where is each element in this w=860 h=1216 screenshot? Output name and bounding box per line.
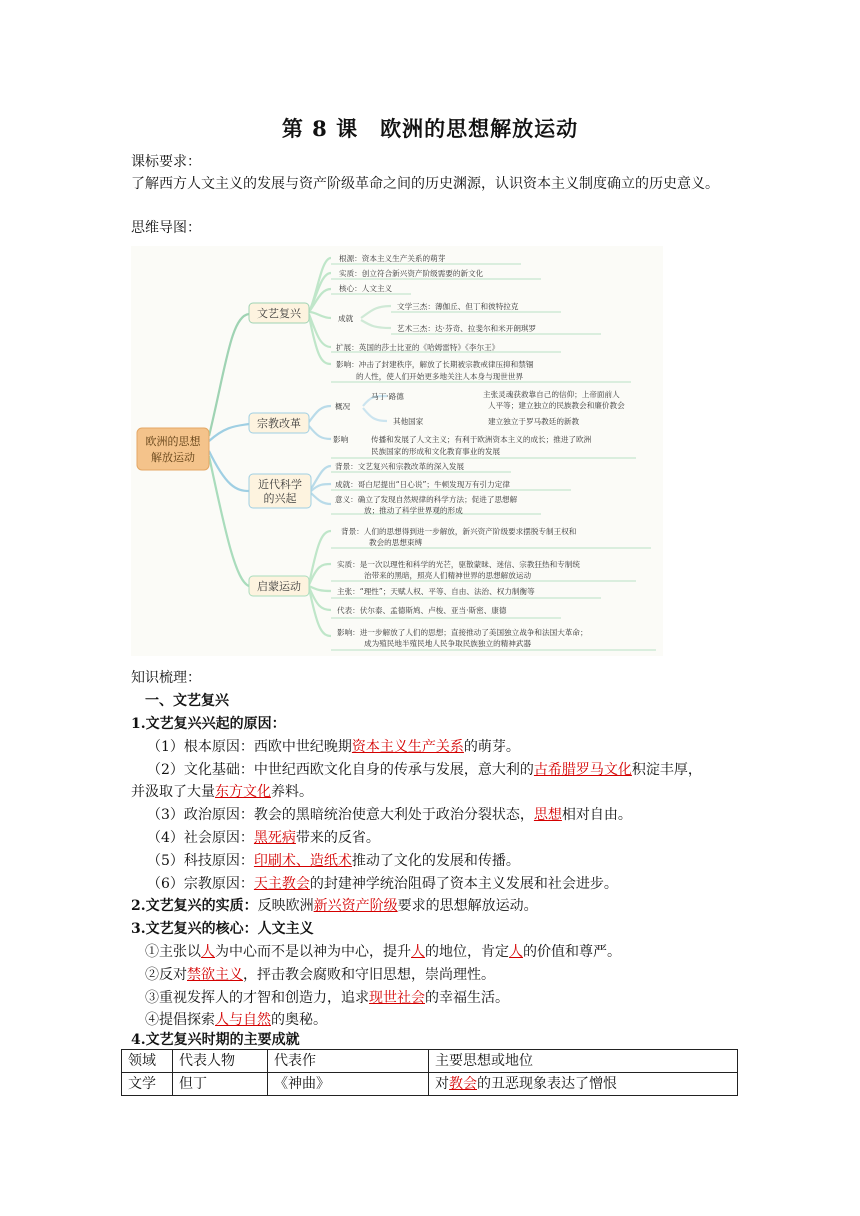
cause-1-end: 的萌芽。 — [463, 739, 520, 755]
mm-item: 主张灵魂获救靠自己的信仰；上帝面前人 — [483, 390, 620, 399]
mm-item: 马丁·路德 — [371, 392, 404, 401]
heading-achievements: 4.文艺复兴时期的主要成就 — [131, 1032, 300, 1048]
mind-map — [131, 246, 663, 656]
cause-4 — [147, 827, 380, 849]
core-3-b: 现世社会 — [369, 990, 425, 1006]
mm-item: 背景：文艺复兴和宗教改革的深入发展 — [335, 462, 465, 471]
curriculum-text: 了解西方人文主义的发展与资产阶级革命之间的历史渊源，认识资本主义制度确立的历史意义。 — [131, 176, 719, 192]
cause-5-end: 推动了文化的发展和传播。 — [351, 853, 520, 869]
essence-text: 反映欧洲 — [257, 898, 314, 914]
branch-science-line1: 近代科学 — [258, 478, 302, 491]
core-2-c: ，抨击教会腐败和守旧思想，崇尚理性。 — [243, 967, 495, 983]
mm-item: 实质：创立符合新兴资产阶级需要的新文化 — [339, 269, 484, 278]
table-cell — [429, 1073, 738, 1096]
mindmap-root-line2: 解放运动 — [151, 451, 195, 464]
core-1-b: 人 — [201, 944, 215, 960]
mm-item: 影响：进一步解放了人们的思想；直接推动了美国独立战争和法国大革命； — [337, 628, 588, 637]
mindmap-label: 思维导图： — [131, 220, 201, 236]
cause-1 — [147, 736, 520, 758]
mm-item: 成就 — [338, 314, 354, 323]
cause-5 — [147, 850, 520, 872]
core-3-a: ③重视发挥人的才智和创造力，追求 — [145, 990, 369, 1006]
mm-item: 的人性，使人们开始更多地关注人本身与现世世界 — [356, 372, 524, 381]
mm-item: 实质：是一次以理性和科学的光芒，驱散蒙昧、迷信、宗教狂热和专制统 — [337, 560, 580, 569]
table-header: 代表作 — [268, 1050, 429, 1073]
table-row — [122, 1073, 738, 1096]
table-header-row — [122, 1050, 738, 1073]
cause-4-end: 带来的反省。 — [295, 830, 380, 846]
core-2-b: 禁欲主义 — [187, 967, 243, 983]
table-header: 领域 — [122, 1050, 173, 1073]
mm-item: 传播和发展了人文主义；有利于欧洲资本主义的成长；推进了欧洲 — [371, 435, 592, 444]
cause-5-answer: 印刷术、造纸术 — [253, 853, 352, 869]
core-2-a: ②反对 — [145, 967, 187, 983]
mm-item: 艺术三杰：达·芬奇、拉斐尔和米开朗琪罗 — [397, 324, 537, 333]
core-1-e: 的地位，肯定 — [425, 944, 509, 960]
mm-item: 代表：伏尔泰、孟德斯鸠、卢梭、亚当·斯密、康德 — [337, 606, 507, 615]
mm-item: 扩展：英国的莎士比亚的《哈姆雷特》《李尔王》 — [336, 343, 500, 352]
mm-item: 成为殖民地半殖民地人民争取民族独立的精神武器 — [364, 639, 532, 648]
mm-item: 人平等；建立独立的民族教会和廉价教会 — [488, 401, 625, 410]
mm-item: 教会的思想束缚 — [369, 538, 423, 547]
cause-1-answer: 资本主义生产关系 — [351, 739, 464, 755]
core-4-c: 的奥秘。 — [271, 1012, 327, 1028]
core-1-a: ①主张以 — [145, 944, 201, 960]
mm-item: 影响 — [333, 435, 349, 444]
cause-1-text: （1）根本原因：西欧中世纪晚期 — [147, 739, 352, 755]
cause-2-cont — [131, 781, 313, 803]
essence-end: 要求的思想解放运动。 — [397, 898, 538, 914]
cause-6-answer: 天主教会 — [253, 876, 310, 892]
cause-3-answer: 思想 — [533, 807, 562, 823]
core-1-f: 人 — [509, 944, 523, 960]
table-header: 主要思想或地位 — [429, 1050, 738, 1073]
cause-2-cont-text: 并汲取了大量 — [131, 784, 215, 800]
cause-2-text: （2）文化基础：中世纪西欧文化自身的传承与发展，意大利的 — [147, 762, 534, 778]
mm-item: 民族国家的形成和文化教育事业的发展 — [371, 447, 501, 456]
core-4 — [145, 1009, 327, 1031]
branch-science-line2: 的兴起 — [263, 492, 297, 505]
mm-item: 治带来的黑暗，照亮人们精神世界的思想解放运动 — [364, 571, 532, 580]
branch-reformation: 宗教改革 — [257, 417, 301, 430]
cause-3-end: 相对自由。 — [561, 807, 632, 823]
core-1-d: 人 — [411, 944, 425, 960]
cause-2-answer: 古希腊罗马文化 — [533, 762, 632, 778]
idea-b: 教会 — [449, 1076, 477, 1092]
idea-c: 的丑恶现象表达了憎恨 — [477, 1076, 617, 1092]
mm-item: 概况 — [335, 402, 351, 411]
mm-item: 影响：冲击了封建秩序，解放了长期被宗教戒律压抑和禁锢 — [336, 360, 534, 369]
branch-enlightenment: 启蒙运动 — [257, 580, 301, 593]
core-3 — [145, 987, 509, 1009]
essence-line — [131, 895, 538, 917]
core-1 — [145, 941, 621, 963]
table-cell: 文学 — [122, 1073, 173, 1096]
core-1-c: 为中心而不是以神为中心，提升 — [215, 944, 411, 960]
essence-heading: 2.文艺复兴的实质： — [131, 898, 258, 914]
core-1-g: 的价值和尊严。 — [523, 944, 621, 960]
cause-3-text: （3）政治原因：教会的黑暗统治使意大利处于政治分裂状态， — [147, 807, 534, 823]
mm-item: 主张：“理性”；天赋人权、平等、自由、法治、权力制衡等 — [337, 587, 535, 596]
cause-6 — [147, 873, 618, 895]
table-cell: 《神曲》 — [268, 1073, 429, 1096]
essence-answer: 新兴资产阶级 — [313, 898, 398, 914]
cause-5-text: （5）科技原因： — [147, 853, 254, 869]
cause-2-cont-answer: 东方文化 — [215, 784, 271, 800]
page-title: 第 8 课 欧洲的思想解放运动 — [281, 116, 579, 141]
curriculum-label: 课标要求： — [131, 154, 201, 170]
achievements-table — [121, 1049, 738, 1096]
cause-2 — [147, 759, 702, 781]
core-4-b: 人与自然 — [215, 1012, 271, 1028]
core-4-a: ④提倡探索 — [145, 1012, 215, 1028]
core-2 — [145, 964, 495, 986]
cause-3 — [147, 804, 632, 826]
mm-item: 核心：人文主义 — [339, 284, 393, 293]
mm-item: 其他国家 — [393, 417, 424, 426]
branch-renaissance: 文艺复兴 — [257, 307, 301, 320]
idea-a: 对 — [435, 1076, 449, 1092]
knowledge-label: 知识梳理： — [131, 670, 201, 686]
cause-2-end: 积淀丰厚， — [631, 762, 702, 778]
mindmap-root-line1: 欧洲的思想 — [145, 435, 201, 448]
section-heading: 一、文艺复兴 — [145, 693, 229, 709]
cause-2-cont-end: 养料。 — [271, 784, 313, 800]
cause-4-text: （4）社会原因： — [147, 830, 254, 846]
mm-item: 背景：人们的思想得到进一步解放，新兴资产阶级要求摆脱专制王权和 — [341, 527, 577, 536]
mm-item: 放；推动了科学世界观的形成 — [364, 506, 463, 515]
mm-item: 文学三杰：薄伽丘、但丁和彼特拉克 — [397, 302, 519, 311]
cause-4-answer: 黑死病 — [253, 830, 296, 846]
cause-6-end: 的封建神学统治阻碍了资本主义发展和社会进步。 — [309, 876, 618, 892]
table-header: 代表人物 — [173, 1050, 268, 1073]
mm-item: 成就：哥白尼提出“日心说”；牛顿发现万有引力定律 — [335, 480, 510, 489]
mm-item: 建立独立于罗马教廷的新教 — [488, 417, 580, 426]
table-cell: 但丁 — [173, 1073, 268, 1096]
cause-6-text: （6）宗教原因： — [147, 876, 254, 892]
heading-core: 3.文艺复兴的核心：人文主义 — [131, 921, 314, 937]
core-3-c: 的幸福生活。 — [425, 990, 509, 1006]
mm-item: 意义：确立了发现自然规律的科学方法；促进了思想解 — [335, 495, 518, 504]
mm-item: 根源：资本主义生产关系的萌芽 — [339, 254, 446, 263]
heading-causes: 1.文艺复兴兴起的原因： — [131, 716, 286, 732]
